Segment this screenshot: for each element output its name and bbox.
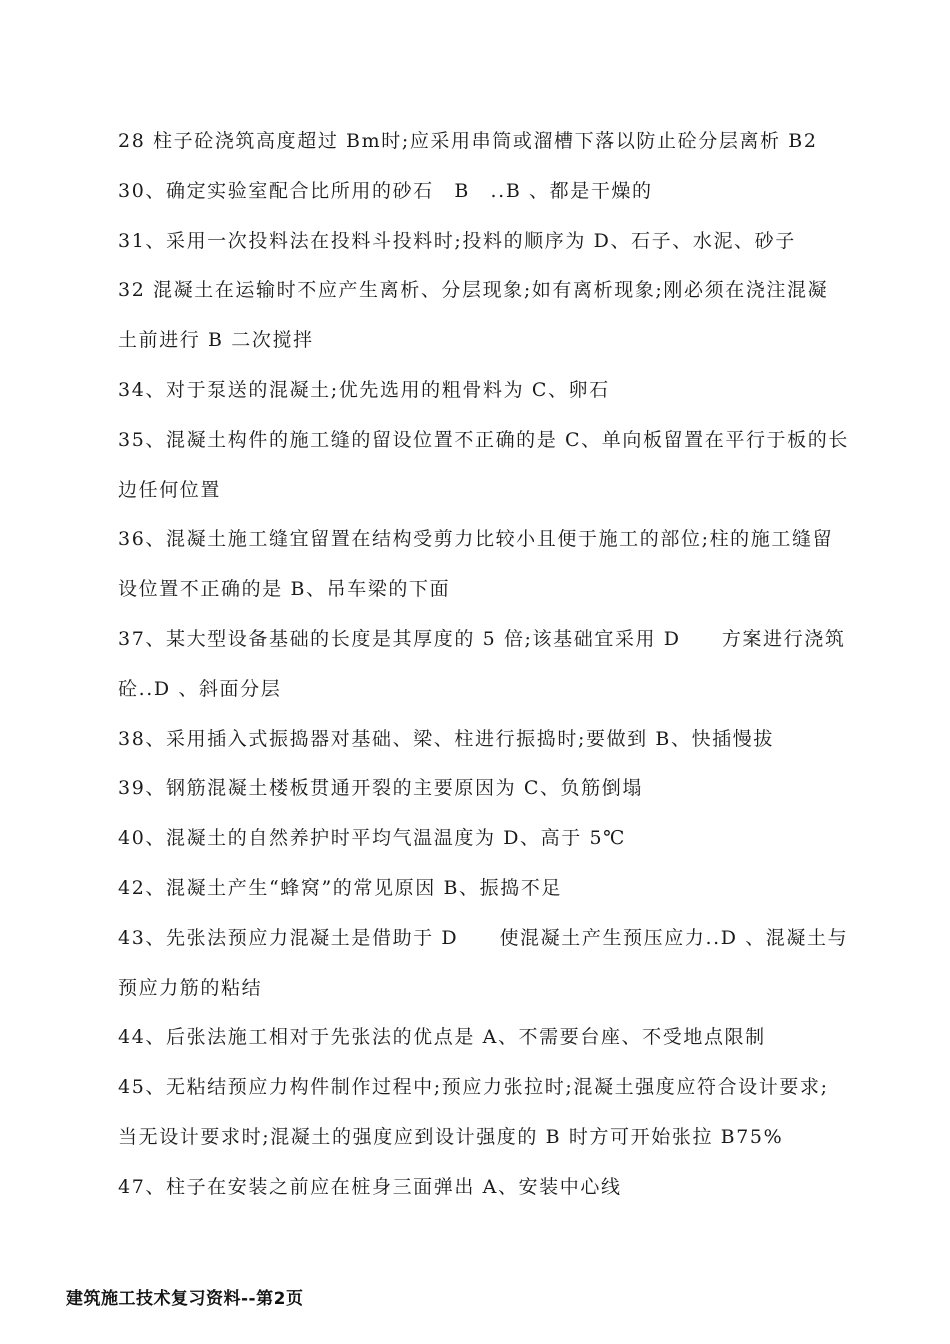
text-line: 设位置不正确的是 B、吊车梁的下面 — [118, 578, 451, 601]
text-line: 31、采用一次投料法在投料斗投料时;投料的顺序为 D、石子、水泥、砂子 — [118, 229, 796, 252]
text-line: 30、确定实验室配合比所用的砂石 B ..B 、都是干燥的 — [118, 179, 653, 202]
page-footer: 建筑施工技术复习资料--第2页 — [66, 1289, 304, 1309]
text-line: 砼..D 、斜面分层 — [118, 677, 282, 700]
text-line: 当无设计要求时;混凝土的强度应到设计强度的 B 时方可开始张拉 B75% — [118, 1125, 784, 1148]
text-line: 42、混凝土产生“蜂窝”的常见原因 B、振捣不足 — [118, 876, 563, 899]
text-line: 47、柱子在安装之前应在桩身三面弹出 A、安装中心线 — [118, 1175, 622, 1198]
text-line: 37、某大型设备基础的长度是其厚度的 5 倍;该基础宜采用 D 方案进行浇筑 — [118, 627, 846, 650]
text-line: 44、后张法施工相对于先张法的优点是 A、不需要台座、不受地点限制 — [118, 1026, 766, 1049]
text-line: 43、先张法预应力混凝土是借助于 D 使混凝土产生预压应力..D 、混凝土与 — [118, 926, 849, 949]
text-line: 预应力筋的粘结 — [118, 976, 263, 999]
text-line: 28 柱子砼浇筑高度超过 Bm时;应采用串筒或溜槽下落以防止砼分层离析 B2 — [118, 130, 818, 152]
text-line: 边任何位置 — [118, 478, 222, 501]
text-line: 32 混凝土在运输时不应产生离析、分层现象;如有离析现象;刚必须在浇注混凝 — [118, 279, 829, 302]
text-line: 40、混凝土的自然养护时平均气温温度为 D、高于 5℃ — [118, 827, 627, 850]
question-list — [118, 120, 849, 1216]
text-line: 36、混凝土施工缝宜留置在结构受剪力比较小且便于施工的部位;柱的施工缝留 — [118, 528, 834, 551]
text-line: 34、对于泵送的混凝土;优先选用的粗骨料为 C、卵石 — [118, 378, 610, 401]
text-line: 45、无粘结预应力构件制作过程中;预应力张拉时;混凝土强度应符合设计要求; — [118, 1076, 829, 1099]
text-line: 39、钢筋混凝土楼板贯通开裂的主要原因为 C、负筋倒塌 — [118, 777, 643, 800]
text-line: 35、混凝土构件的施工缝的留设位置不正确的是 C、单向板留置在平行于板的长 — [118, 428, 849, 451]
text-line: 土前进行 B 二次搅拌 — [118, 329, 314, 352]
text-line: 38、采用插入式振捣器对基础、梁、柱进行振捣时;要做到 B、快插慢拔 — [118, 727, 774, 750]
